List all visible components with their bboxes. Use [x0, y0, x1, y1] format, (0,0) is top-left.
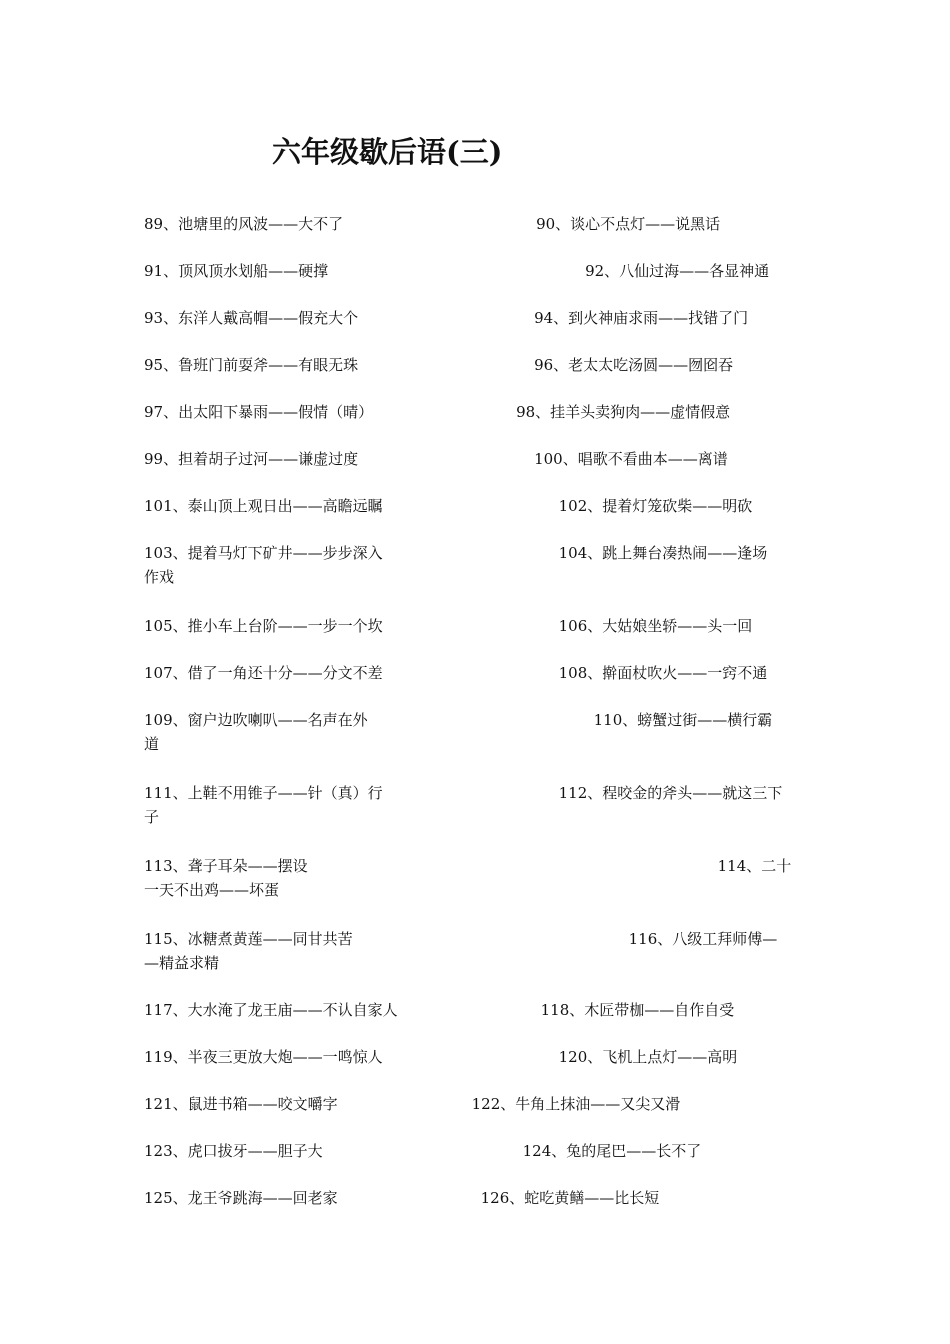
entry-right: 98、挂羊头卖狗肉——虚情假意: [516, 403, 731, 421]
entry-line: [144, 1186, 806, 1210]
entry-line: [144, 1092, 806, 1116]
entry-left: 107、借了一角还十分——分文不差: [144, 664, 383, 682]
entry-line: [144, 259, 806, 283]
entry-left: 95、鲁班门前耍斧——有眼无珠: [144, 356, 359, 374]
entry-right: 104、跳上舞台凑热闹——逢场: [558, 544, 768, 562]
entry-left: 99、担着胡子过河——谦虚过度: [144, 450, 359, 468]
entry-right: 112、程咬金的斧头——就这三下: [558, 784, 783, 802]
entry-paragraph: [144, 661, 806, 685]
entry-right: 126、蛇吃黄鳝——比长短: [480, 1189, 660, 1207]
entry-right: 102、提着灯笼砍柴——明砍: [558, 497, 753, 515]
entry-right: 92、八仙过海——各显神通: [585, 262, 770, 280]
entry-continuation: 子: [144, 808, 160, 826]
entry-right: 108、擀面杖吹火——一窍不通: [558, 664, 768, 682]
entry-line: [144, 854, 806, 878]
entry-paragraph: [144, 306, 806, 330]
entry-left: 123、虎口拔牙——胆子大: [144, 1142, 323, 1160]
entry-line: [144, 998, 806, 1022]
entry-left: 111、上鞋不用锥子——针（真）行: [144, 784, 383, 802]
entry-paragraph: [144, 1045, 806, 1069]
entry-line: [144, 781, 806, 805]
entry-line: [144, 353, 806, 377]
entry-paragraph: [144, 447, 806, 471]
entry-line: [144, 1045, 806, 1069]
entry-right: 96、老太太吃汤圆——囫囵吞: [534, 356, 734, 374]
entry-right: 116、八级工拜师傅—: [628, 930, 778, 948]
entry-paragraph: [144, 1139, 806, 1163]
entry-right: 100、唱歌不看曲本——离谱: [534, 450, 728, 468]
entry-paragraph: [144, 1092, 806, 1116]
entry-line: [144, 306, 806, 330]
entry-line: [144, 661, 806, 685]
entry-line: [144, 1139, 806, 1163]
entry-paragraph: [144, 212, 806, 236]
entry-right: 94、到火神庙求雨——找错了门: [534, 309, 749, 327]
entry-paragraph: [144, 781, 806, 829]
entry-left: 103、提着马灯下矿井——步步深入: [144, 544, 383, 562]
entry-right: 106、大姑娘坐轿——头一回: [558, 617, 753, 635]
entry-right: 118、木匠带枷——自作自受: [540, 1001, 735, 1019]
entry-paragraph: [144, 854, 806, 902]
entry-left: 105、推小车上台阶——一步一个坎: [144, 617, 383, 635]
entry-continuation: 道: [144, 735, 160, 753]
entry-right: 110、螃蟹过街——横行霸: [593, 711, 773, 729]
entry-left: 113、聋子耳朵——摆设: [144, 857, 308, 875]
entry-line: [144, 447, 806, 471]
entry-left: 109、窗户边吹喇叭——名声在外: [144, 711, 368, 729]
entry-paragraph: [144, 927, 806, 975]
entry-left: 89、池塘里的风波——大不了: [144, 215, 344, 233]
entry-paragraph: [144, 353, 806, 377]
entry-left: 115、冰糖煮黄莲——同甘共苦: [144, 930, 353, 948]
entry-right: 124、兔的尾巴——长不了: [522, 1142, 702, 1160]
entry-paragraph: [144, 614, 806, 638]
entry-left: 101、泰山顶上观日出——高瞻远瞩: [144, 497, 383, 515]
entry-continuation: —精益求精: [144, 954, 220, 972]
entry-left: 117、大水淹了龙王庙——不认自家人: [144, 1001, 398, 1019]
entry-paragraph: [144, 541, 806, 589]
entry-left: 125、龙王爷跳海——回老家: [144, 1189, 338, 1207]
entry-left: 97、出太阳下暴雨——假情（晴）: [144, 403, 374, 421]
entry-paragraph: [144, 259, 806, 283]
entry-line: [144, 708, 806, 732]
entry-line: [144, 400, 806, 424]
entry-right: 114、二十: [717, 857, 792, 875]
entry-left: 119、半夜三更放大炮——一鸣惊人: [144, 1048, 383, 1066]
entry-right: 122、牛角上抹油——又尖又滑: [471, 1095, 681, 1113]
entry-line: [144, 927, 806, 951]
entry-paragraph: [144, 708, 806, 756]
entry-left: 93、东洋人戴高帽——假充大个: [144, 309, 359, 327]
entry-line: [144, 614, 806, 638]
entry-paragraph: [144, 494, 806, 518]
entry-paragraph: [144, 998, 806, 1022]
entry-right: 120、飞机上点灯——高明: [558, 1048, 738, 1066]
entry-left: 121、鼠进书箱——咬文嚼字: [144, 1095, 338, 1113]
entry-continuation: 作戏: [144, 568, 175, 586]
entry-left: 91、顶风顶水划船——硬撑: [144, 262, 329, 280]
entry-line: [144, 212, 806, 236]
entry-paragraph: [144, 400, 806, 424]
entry-right: 90、谈心不点灯——说黑话: [536, 215, 721, 233]
entry-line: [144, 494, 806, 518]
entry-continuation: 一天不出鸡——坏蛋: [144, 881, 280, 899]
entry-line: [144, 541, 806, 565]
page-title: 六年级歇后语(三): [272, 135, 503, 169]
entry-paragraph: [144, 1186, 806, 1210]
